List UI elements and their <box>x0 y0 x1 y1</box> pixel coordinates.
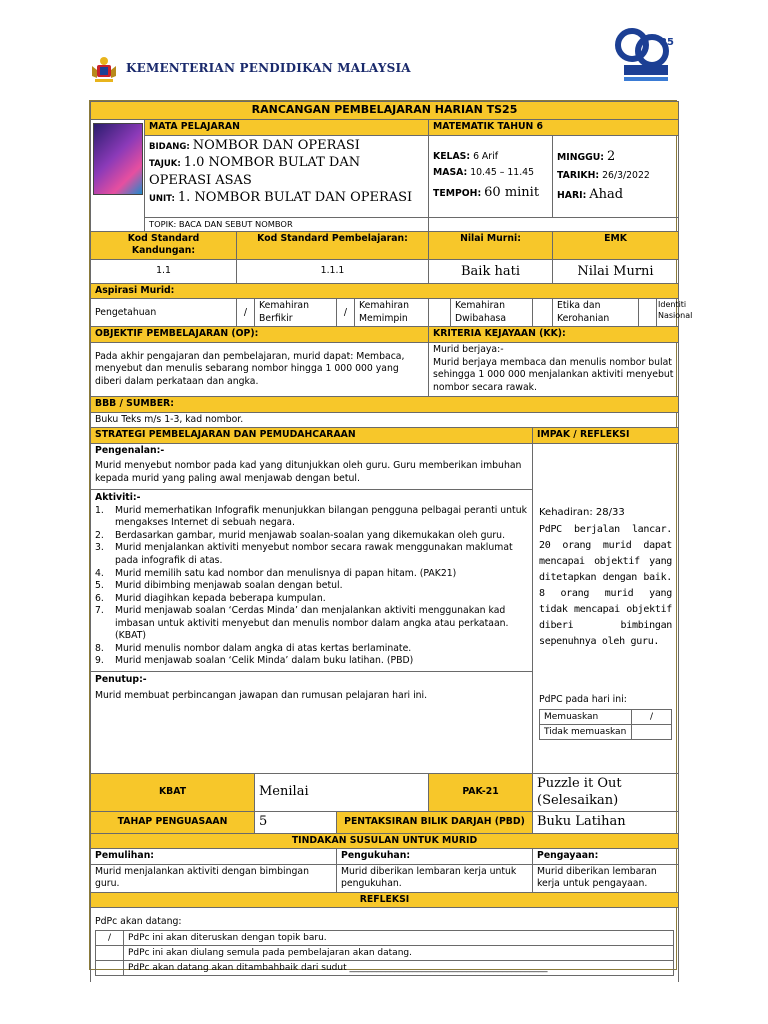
impak-label: IMPAK / REFLEKSI <box>533 428 679 444</box>
pdpc-akan-datang: PdPc akan datang: <box>95 916 182 928</box>
pengayaan-label: Pengayaan: <box>533 849 679 865</box>
pdpc-label: PdPC pada hari ini: <box>539 694 627 706</box>
strategi-content: Pengenalan:- Murid menyebut nombor pada kad yang ditunjukkan oleh guru. Guru memberikan imbuhan kepada murid yang paling awal menjawab dengan betul. Aktiviti:- 1. Murid memerhatikan Infografik menunjukkan bilangan pengguna pelbagai peranti untuk mengakses Internet di sebuah negara. 2. Berdasarkan gambar, murid menjawab soalan-soalan yang dikemukakan oleh guru. 3. Murid menjalankan aktiviti menyebut nombor secara rawak menggunakan maklumat pada infografik di atas. 4. Murid memilih satu kad nombor dan menulisnya di papan hitam. (PAK21) 5. Murid dibimbing menjawab soalan dengan betul. 6. Murid diagihkan kepada beberapa kumpulan. 7. Murid menjawab soalan ‘Cerdas Minda’ dan menjalankan aktiviti menggunakan kad imbasan untuk aktiviti menyebut dan menulis nombor dalam angka atau perkataan. (KBAT) 8. Murid menulis nombor dalam angka di atas kertas berlaminate. 9. Murid menjawab soalan ‘Celik Minda’ dalam buku latihan. (PBD) Penutup:- Murid membuat perbincangan jawapan dan rumusan pelajaran hari ini. <box>91 443 533 773</box>
class-details: KELAS: 6 Arif MASA: 10.45 – 11.45 TEMPOH: 60 minit <box>429 135 553 217</box>
aspirasi-item: Pengetahuan <box>91 299 237 327</box>
aspirasi-checkbox[interactable]: / <box>337 299 355 327</box>
aspirasi-item: Kemahiran Dwibahasa <box>451 299 533 327</box>
ministry-title: KEMENTERIAN PENDIDIKAN MALAYSIA <box>126 61 411 75</box>
pdpc-status-table <box>539 709 672 740</box>
list-item: 9. Murid menjawab soalan ‘Celik Minda’ dalam buku latihan. (PBD) <box>95 655 414 667</box>
list-item: 5. Murid dibimbing menjawab soalan dengan betul. <box>95 580 343 592</box>
list-item: 3. Murid menjalankan aktiviti menyebut nombor secara rawak menggunakan maklumat pada infografik di atas. <box>95 542 513 567</box>
plan-title: RANCANGAN PEMBELAJARAN HARIAN TS25 <box>91 102 679 120</box>
refleksi-option: PdPc ini akan diteruskan dengan topik baru. <box>124 931 674 946</box>
kbat-value: Menilai <box>255 773 429 811</box>
kehadiran: Kehadiran: 28/33 <box>539 506 625 518</box>
refleksi-label: REFLEKSI <box>91 892 679 908</box>
pak21-label: PAK-21 <box>429 773 533 811</box>
ts25-logo-icon <box>612 25 680 87</box>
pbd-value: Buku Latihan <box>533 811 679 833</box>
bbb-text: Buku Teks m/s 1-3, kad nombor. <box>91 412 679 428</box>
tindakan-label: TINDAKAN SUSULAN UNTUK MURID <box>91 833 679 849</box>
list-item: 2. Berdasarkan gambar, murid menjawab soalan-soalan yang dikemukakan oleh guru. <box>95 529 506 541</box>
strategi-label: STRATEGI PEMBELAJARAN DAN PEMUDAHCARAAN <box>91 428 533 444</box>
aspirasi-item: Kemahiran Memimpin <box>355 299 429 327</box>
aspirasi-checkbox[interactable]: / <box>237 299 255 327</box>
emk-value: Nilai Murni <box>553 259 679 283</box>
list-item: 7. Murid menjawab soalan ‘Cerdas Minda’ dan menjalankan aktiviti menggunakan kad imbasan untuk aktiviti menyebut dan menulis nombor dalam angka atau perkataan. (KBAT) <box>95 605 509 642</box>
refleksi-checkbox[interactable]: / <box>96 931 124 946</box>
refleksi-checkbox[interactable] <box>96 961 124 976</box>
kriteria-label: KRITERIA KEJAYAAN (KK): <box>429 327 679 343</box>
lesson-plan-sheet <box>89 100 693 974</box>
pemulihan-text: Murid menjalankan aktiviti dengan bimbingan guru. <box>91 864 337 892</box>
refleksi-option: PdPc akan datang akan ditambahbaik dari sudut ____________________________________________ <box>124 961 674 976</box>
refleksi-checkbox[interactable] <box>96 946 124 961</box>
pengukuhan-text: Murid diberikan lembaran kerja untuk pengukuhan. <box>337 864 533 892</box>
refleksi-content <box>91 908 679 982</box>
bbb-label: BBB / SUMBER: <box>91 397 679 413</box>
standard-pembelajaran-value: 1.1.1 <box>237 259 429 283</box>
memuaskan-checkbox[interactable]: / <box>632 709 672 724</box>
nilai-murni-header: Nilai Murni: <box>429 231 553 259</box>
topik: TOPIK: BACA DAN SEBUT NOMBOR <box>145 217 429 231</box>
tidak-memuaskan-checkbox[interactable] <box>632 724 672 739</box>
list-item: 8. Murid menulis nombor dalam angka di atas kertas berlaminate. <box>95 642 412 654</box>
textbook-cover-cell <box>91 120 145 232</box>
standard-kandungan-value: 1.1 <box>91 259 237 283</box>
kbat-label: KBAT <box>91 773 255 811</box>
aspirasi-item: Identiti Nasional <box>657 299 679 327</box>
standard-pembelajaran-header: Kod Standard Pembelajaran: <box>237 231 429 259</box>
textbook-cover-image <box>93 123 143 195</box>
emk-header: EMK <box>553 231 679 259</box>
nilai-murni-value: Baik hati <box>429 259 553 283</box>
pengayaan-text: Murid diberikan lembaran kerja untuk pengayaan. <box>533 864 679 892</box>
aktiviti-list <box>95 505 528 668</box>
pak21-value: Puzzle it Out (Selesaikan) <box>533 773 679 811</box>
impak-text: PdPC berjalan lancar. 20 orang murid dapat mencapai objektif yang ditetapkan dengan baik. 8 orang murid yang tidak mencapai objektif diberi bimbingan sepenuhnya oleh guru. <box>539 524 673 648</box>
aspirasi-item: Etika dan Kerohanian <box>553 299 639 327</box>
tahap-label: TAHAP PENGUASAAN <box>91 811 255 833</box>
aspirasi-checkbox[interactable] <box>639 299 657 327</box>
refleksi-option: PdPc ini akan diulang semula pada pembelajaran akan datang. <box>124 946 674 961</box>
aspirasi-checkbox[interactable] <box>533 299 553 327</box>
aspirasi-item: Kemahiran Berfikir <box>255 299 337 327</box>
list-item: 4. Murid memilih satu kad nombor dan menulisnya di papan hitam. (PAK21) <box>95 567 457 579</box>
subject-value: MATEMATIK TAHUN 6 <box>429 120 679 136</box>
list-item: 1. Murid memerhatikan Infografik menunjukkan bilangan pengguna pelbagai peranti untuk mengakses Internet di sebuah negara. <box>95 504 527 529</box>
svg-text:25: 25 <box>660 37 674 48</box>
impak-content <box>533 443 679 773</box>
date-details: MINGGU: 2 TARIKH: 26/3/2022 HARI: Ahad <box>553 135 679 217</box>
tahap-value: 5 <box>255 811 337 833</box>
pengukuhan-label: Pengukuhan: <box>337 849 533 865</box>
kriteria-text: Murid berjaya:- Murid berjaya membaca dan menulis nombor bulat sehingga 1 000 000 menjalankan aktiviti menyebut nombor secara rawak. <box>429 343 679 397</box>
pemulihan-label: Pemulihan: <box>91 849 337 865</box>
objektif-label: OBJEKTIF PEMBELAJARAN (OP): <box>91 327 429 343</box>
list-item: 6. Murid diagihkan kepada beberapa kumpulan. <box>95 592 326 604</box>
memuaskan-label: Memuaskan <box>540 709 632 724</box>
standard-kandungan-header: Kod Standard Kandungan: <box>91 231 237 259</box>
malaysia-crest-icon <box>88 54 120 84</box>
aspirasi-checkbox[interactable] <box>429 299 451 327</box>
mata-pelajaran-label: MATA PELAJARAN <box>145 120 429 136</box>
aspirasi-label: Aspirasi Murid: <box>91 283 679 299</box>
tidak-memuaskan-label: Tidak memuaskan <box>540 724 632 739</box>
refleksi-table <box>95 930 674 976</box>
pbd-label: PENTAKSIRAN BILIK DARJAH (PBD) <box>337 811 533 833</box>
subject-details: BIDANG: NOMBOR DAN OPERASI TAJUK: 1.0 NOMBOR BULAT DAN OPERASI ASAS UNIT: 1. NOMBOR BULAT DAN OPERASI <box>145 135 429 217</box>
objektif-text: Pada akhir pengajaran dan pembelajaran, murid dapat: Membaca, menyebut dan menulis sebarang nombor hingga 1 000 000 yang diberi dalam perkataan dan angka. <box>91 343 429 397</box>
